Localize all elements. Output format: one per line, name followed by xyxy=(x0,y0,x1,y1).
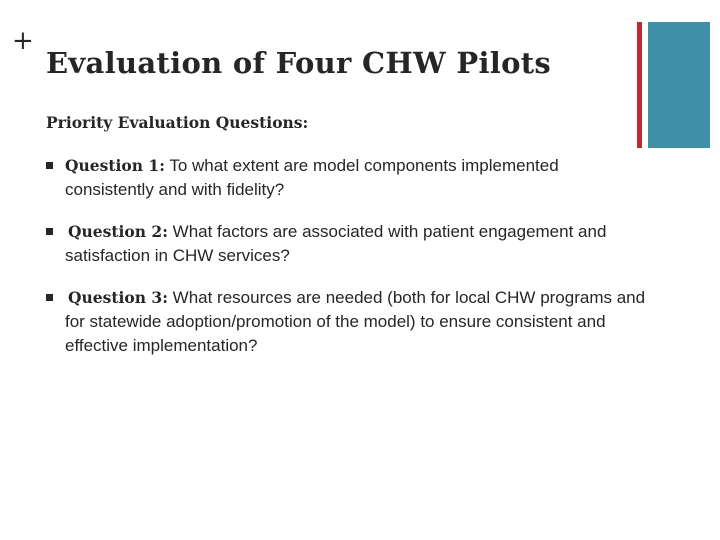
question-label: Question 1: xyxy=(65,156,165,175)
corner-plus-icon: + xyxy=(12,26,34,56)
list-item xyxy=(46,220,646,268)
square-bullet-icon xyxy=(46,228,53,235)
question-label: Question 3: xyxy=(68,288,168,307)
blue-accent-block xyxy=(648,22,710,148)
question-list xyxy=(46,154,646,376)
list-item xyxy=(46,286,646,358)
question-text: What resources are needed (both for local CHW programs and for statewide adoption/promotion of the model) to ensure consistent and effective implementation? xyxy=(65,288,646,355)
question-text: To what extent are model components implemented consistently and with fidelity? xyxy=(65,156,559,199)
slide-title: Evaluation of Four CHW Pilots xyxy=(46,46,552,80)
square-bullet-icon xyxy=(46,294,53,301)
square-bullet-icon xyxy=(46,162,53,169)
slide-subtitle: Priority Evaluation Questions: xyxy=(46,113,309,132)
red-accent-bar xyxy=(637,22,642,148)
list-item xyxy=(46,154,646,202)
question-text: What factors are associated with patient engagement and satisfaction in CHW services? xyxy=(65,222,607,265)
question-label: Question 2: xyxy=(68,222,168,241)
